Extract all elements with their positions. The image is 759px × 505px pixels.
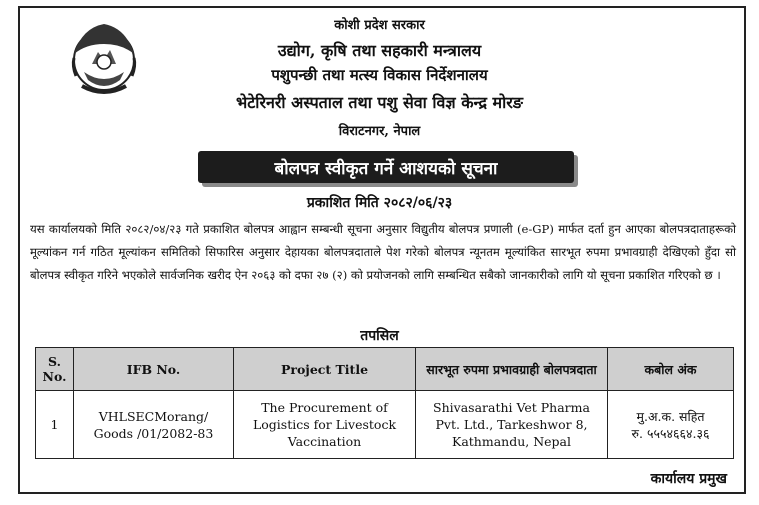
header-amount: कबोल अंक [608,348,734,391]
notice-title-banner [198,151,574,183]
cell-ifb: VHLSECMorang/ Goods /01/2082-83 [74,391,234,459]
directorate-name: पशुपन्छी तथा मत्स्य विकास निर्देशनालय [271,66,488,84]
amount-label: मु.अ.क. सहित [636,408,705,424]
amount-value: रु. ५५५४६६४.३६ [631,425,710,441]
cell-bidder: Shivasarathi Vet Pharma Pvt. Ltd., Tarkeshwor 8, Kathmandu, Nepal [416,391,608,459]
office-name: भेटेरिनरी अस्पताल तथा पशु सेवा विज्ञ केन्द्र मोरङ [236,93,523,112]
cell-sn: 1 [36,391,74,459]
notice-body: यस कार्यालयको मिति २०८२/०४/२३ गते प्रकाशित बोलपत्र आह्वान सम्बन्धी सूचना अनुसार विद्युतीय बोलपत्र प्रणाली (e-GP) मार्फत दर्ता हुन आएका बोलपत्रदाताहरूको मूल्यांकन गर्न गठित मूल्यांकन समितिको सिफारिस अनुसार देहायका बोलपत्रदाताले पेश गरेको बोलपत्र न्यूनतम मूल्यांकित सारभूत रुपमा प्रभावग्राही देखिएको हुँदा सो बोलपत्र स्वीकृत गरिने भएकोले सार्वजनिक खरीद ऐन २०६३ को दफा २७ (२) को प्रयोजनको लागि सम्बन्धित सबैको जानकारीको लागि यो सूचना प्रकाशित गरिएको छ । [30,222,736,282]
header-sn: S. No. [36,348,74,391]
gov-name: कोशी प्रदेश सरकार [334,18,425,33]
office-address: विराटनगर, नेपाल [338,124,421,139]
award-table [35,347,734,459]
header-project-title: Project Title [234,348,416,391]
header-bidder: सारभूत रुपमा प्रभावग्राही बोलपत्रदाता [416,348,608,391]
header-ifb: IFB No. [74,348,234,391]
signature: कार्यालय प्रमुख [650,471,727,487]
table-header-row [36,348,734,391]
published-date: प्रकाशित मिति २०८२/०६/२३ [306,195,453,211]
ministry-name: उद्योग, कृषि तथा सहकारी मन्त्रालय [277,41,482,60]
table-row [36,391,734,459]
notice-title: बोलपत्र स्वीकृत गर्ने आशयको सूचना [274,158,498,179]
table-title: तपसिल [360,328,399,344]
cell-project-title: The Procurement of Logistics for Livestock Vaccination [234,391,416,459]
cell-amount [608,391,734,459]
